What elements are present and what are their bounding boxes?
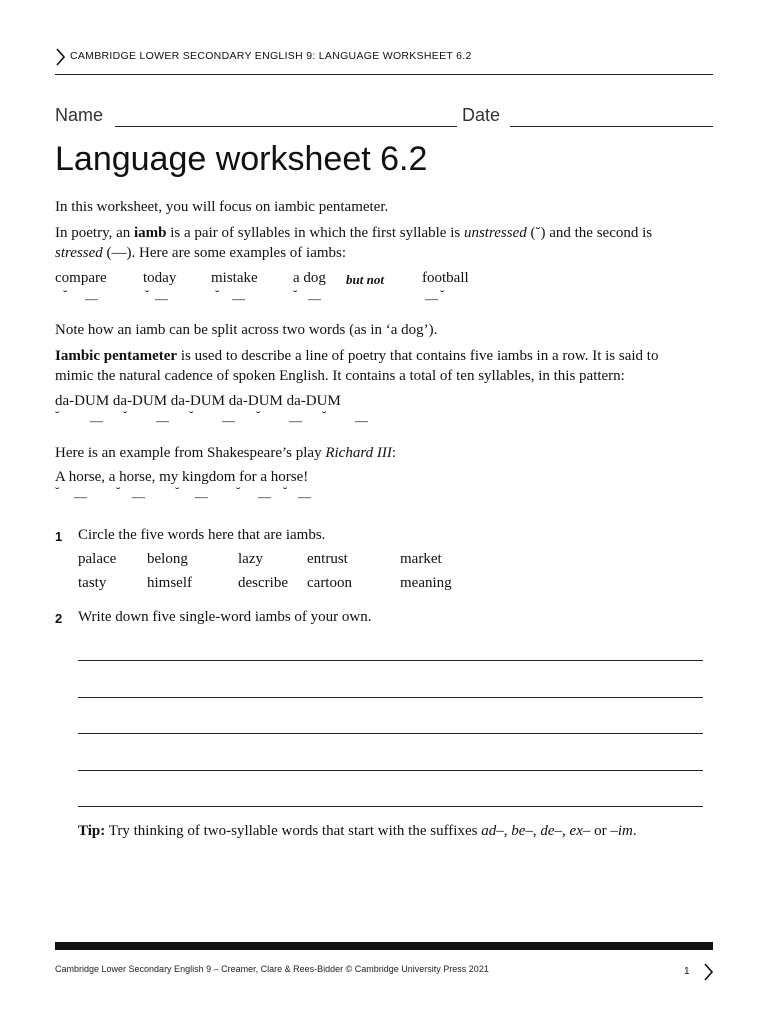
name-label: Name <box>55 105 104 125</box>
shakespeare-intro: Here is an example from Shakespeare’s play Richard III: <box>55 445 397 461</box>
page-title: Language worksheet 6.2 <box>55 140 428 178</box>
unstressed-mark: ˘ <box>215 287 220 302</box>
intro-text: In this worksheet, you will focus on iambic pentameter. <box>55 199 389 215</box>
unstressed-mark: ˘ <box>123 408 128 423</box>
example-word: football <box>422 270 469 286</box>
question-text: Circle the five words here that are iambs. <box>78 527 326 543</box>
next-page-chevron-icon[interactable] <box>703 963 713 981</box>
unstressed-mark: ˘ <box>145 287 150 302</box>
unstressed-mark: ˘ <box>322 408 327 423</box>
footer-credit: Cambridge Lower Secondary English 9 – Creamer, Clare & Rees-Bidder © Cambridge University Press 2021 <box>55 964 489 974</box>
question-number: 1 <box>55 529 63 544</box>
stressed-mark: — <box>222 413 235 428</box>
word-option[interactable]: tasty <box>78 575 107 591</box>
stressed-mark: — <box>258 489 271 504</box>
stressed-mark: — <box>74 489 87 504</box>
but-not-label: but not <box>346 272 384 287</box>
stressed-mark: — <box>298 489 311 504</box>
example-word: mistake <box>211 270 258 286</box>
stressed-mark: — <box>195 489 208 504</box>
stressed-mark: — <box>425 291 438 306</box>
shakespeare-quote: A horse, a horse, my kingdom for a horse! <box>55 469 309 485</box>
header-title: CAMBRIDGE LOWER SECONDARY ENGLISH 9: LANGUAGE WORKSHEET 6.2 <box>70 50 472 62</box>
stressed-mark: — <box>132 489 145 504</box>
word-option[interactable]: palace <box>78 551 117 567</box>
stressed-mark: — <box>156 413 169 428</box>
word-option[interactable]: market <box>400 551 442 567</box>
date-label: Date <box>462 105 501 125</box>
stressed-mark: — <box>289 413 302 428</box>
stressed-mark: — <box>155 291 168 306</box>
stressed-mark: — <box>85 291 98 306</box>
name-field[interactable] <box>115 126 457 127</box>
page-number: 1 <box>684 966 690 977</box>
footer-bar <box>55 942 713 950</box>
unstressed-mark: ˘ <box>256 408 261 423</box>
unstressed-mark: ˘ <box>189 408 194 423</box>
word-option[interactable]: describe <box>238 575 288 591</box>
note-text: Note how an iamb can be split across two words (as in ‘a dog’). <box>55 322 438 338</box>
header-divider <box>55 74 713 75</box>
tip-text: Tip: Try thinking of two-syllable words that start with the suffixes ad–, be–, de–, ex– or –im. <box>78 823 637 839</box>
unstressed-mark: ˘ <box>440 287 445 302</box>
word-option[interactable]: himself <box>147 575 192 591</box>
answer-line[interactable] <box>78 697 703 698</box>
unstressed-mark: ˘ <box>116 484 121 499</box>
pentameter-definition: Iambic pentameter is used to describe a line of poetry that contains five iambs in a row. It is said to mimic the natural cadence of spoken English. It contains a total of ten syllables, in this pattern: <box>55 348 659 384</box>
unstressed-mark: ˘ <box>63 287 68 302</box>
word-option[interactable]: cartoon <box>307 575 352 591</box>
example-word: compare <box>55 270 107 286</box>
unstressed-mark: ˘ <box>55 484 60 499</box>
unstressed-mark: ˘ <box>55 408 60 423</box>
unstressed-mark: ˘ <box>236 484 241 499</box>
stressed-mark: — <box>355 413 368 428</box>
answer-line[interactable] <box>78 770 703 771</box>
question-text: Write down five single-word iambs of your own. <box>78 609 372 625</box>
word-option[interactable]: lazy <box>238 551 263 567</box>
iamb-definition: In poetry, an iamb is a pair of syllables in which the first syllable is unstressed (˘) and the second is stressed (—). Here are some examples of iambs: <box>55 225 653 261</box>
unstressed-mark: ˘ <box>283 484 288 499</box>
stressed-mark: — <box>308 291 321 306</box>
answer-line[interactable] <box>78 733 703 734</box>
example-word: a dog <box>293 270 326 286</box>
example-word: today <box>143 270 177 286</box>
word-option[interactable]: belong <box>147 551 188 567</box>
word-option[interactable]: meaning <box>400 575 452 591</box>
unstressed-mark: ˘ <box>293 287 298 302</box>
stressed-mark: — <box>232 291 245 306</box>
unstressed-mark: ˘ <box>175 484 180 499</box>
stressed-mark: — <box>90 413 103 428</box>
chevron-right-icon <box>55 48 65 66</box>
pentameter-pattern: da-DUM da-DUM da-DUM da-DUM da-DUM <box>55 393 341 409</box>
date-field[interactable] <box>510 126 713 127</box>
question-number: 2 <box>55 611 63 626</box>
word-option[interactable]: entrust <box>307 551 348 567</box>
answer-line[interactable] <box>78 660 703 661</box>
answer-line[interactable] <box>78 806 703 807</box>
